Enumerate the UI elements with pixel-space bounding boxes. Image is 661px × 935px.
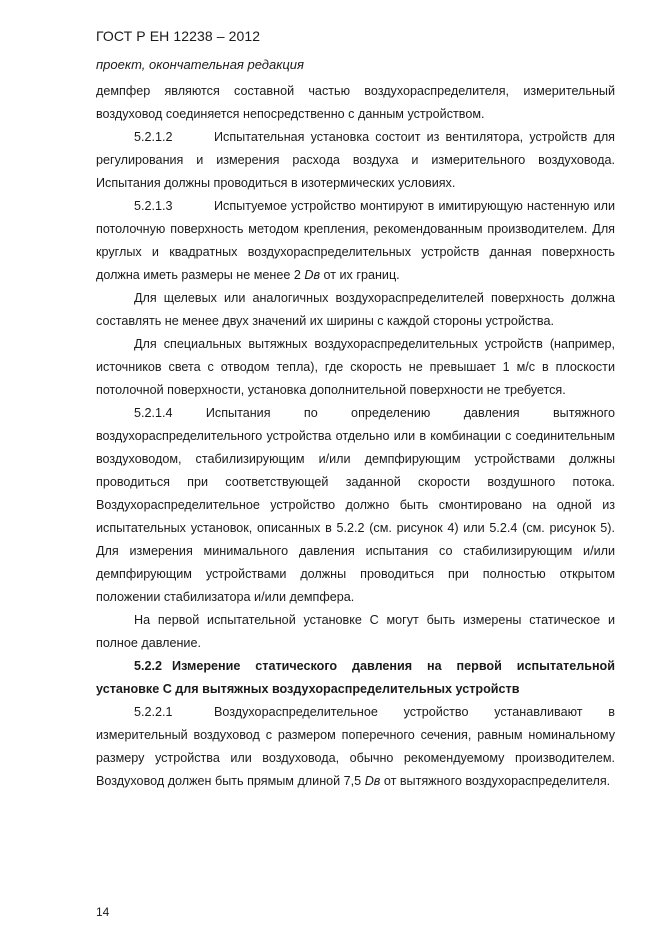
page-number: 14 [96,905,110,919]
clause-number: 5.2.1.4 [134,406,173,420]
clause-5-2-1-2 [96,126,615,195]
paragraph-slot-diffusers [96,287,615,333]
clause-text: Воздухораспределительное устройство устанавливают в измерительный воздуховод с размером поперечного сечения, равным номинальному размеру устройства или воздуховода, обычно рекомендуемому производителем. Воздуховод должен быть прямым длиной 7,5 [96,705,615,788]
paragraph-text: На первой испытательной установке С могут быть измерены статическое и полное давление. [96,613,615,650]
variable-d-v: Dв [364,774,381,788]
clause-number: 5.2.1.2 [134,130,173,144]
clause-5-2-1-3 [96,195,615,287]
clause-number: 5.2.2.1 [134,705,173,719]
paragraph-continuation [96,80,615,126]
paragraph-text: Для щелевых или аналогичных воздухораспределителей поверхность должна составлять не менее двух значений их ширины с каждой стороны устройства. [96,291,615,328]
paragraph-first-installation [96,609,615,655]
clause-text: Испытательная установка состоит из вентилятора, устройств для регулирования и измерения расхода воздуха и измерительного воздуховода. Испытания должны проводиться в изотермических условиях. [96,130,615,190]
document-header: ГОСТ Р ЕН 12238 – 2012 [96,28,261,44]
paragraph-text: демпфер являются составной частью воздухораспределителя, измерительный воздуховод соединяется непосредственно с данным устройством. [96,84,615,121]
clause-text-end: от их границ. [320,268,400,282]
section-number: 5.2.2 [134,659,163,673]
section-heading-5-2-2 [96,655,615,701]
paragraph-special-devices [96,333,615,402]
clause-text: Испытания по определению давления вытяжного воздухораспределительного устройства отдельно или в комбинации с соединительным воздуховодом, стабилизирующим и/или демпфирующим устройствами должны проводиться при соответствующей заданной скорости воздушного потока. Воздухораспределительное устройство должно быть смонтировано на одной из испытательных установок, описанных в 5.2.2 (см. рисунок 4) или 5.2.4 (см. рисунок 5). Для измерения минимального давления испытания со стабилизирующим и/или демпфирующим устройствами должны проводиться при полностью открытом положении стабилизатора и/или демпфера. [96,406,615,604]
clause-text: Испытуемое устройство монтируют в имитирующую настенную или потолочную поверхность методом крепления, рекомендованным производителем. Для круглых и квадратных воздухораспределительных устройств данная поверхность должна иметь размеры не менее 2 [96,199,615,282]
paragraph-text: Для специальных вытяжных воздухораспределительных устройств (например, источников света с отводом тепла), где скорость не превышает 1 м/с в плоскости потолочной поверхности, установка дополнительной поверхности не требуется. [96,337,615,397]
document-edition-note: проект, окончательная редакция [96,57,304,72]
clause-5-2-1-4 [96,402,615,609]
variable-d-v: Dв [304,268,321,282]
clause-number: 5.2.1.3 [134,199,173,213]
section-title: Измерение статического давления на первой испытательной установке С для вытяжных воздухораспределительных устройств [96,659,615,696]
clause-5-2-2-1 [96,701,615,793]
document-body [96,80,615,793]
clause-text-end: от вытяжного воздухораспределителя. [380,774,611,788]
